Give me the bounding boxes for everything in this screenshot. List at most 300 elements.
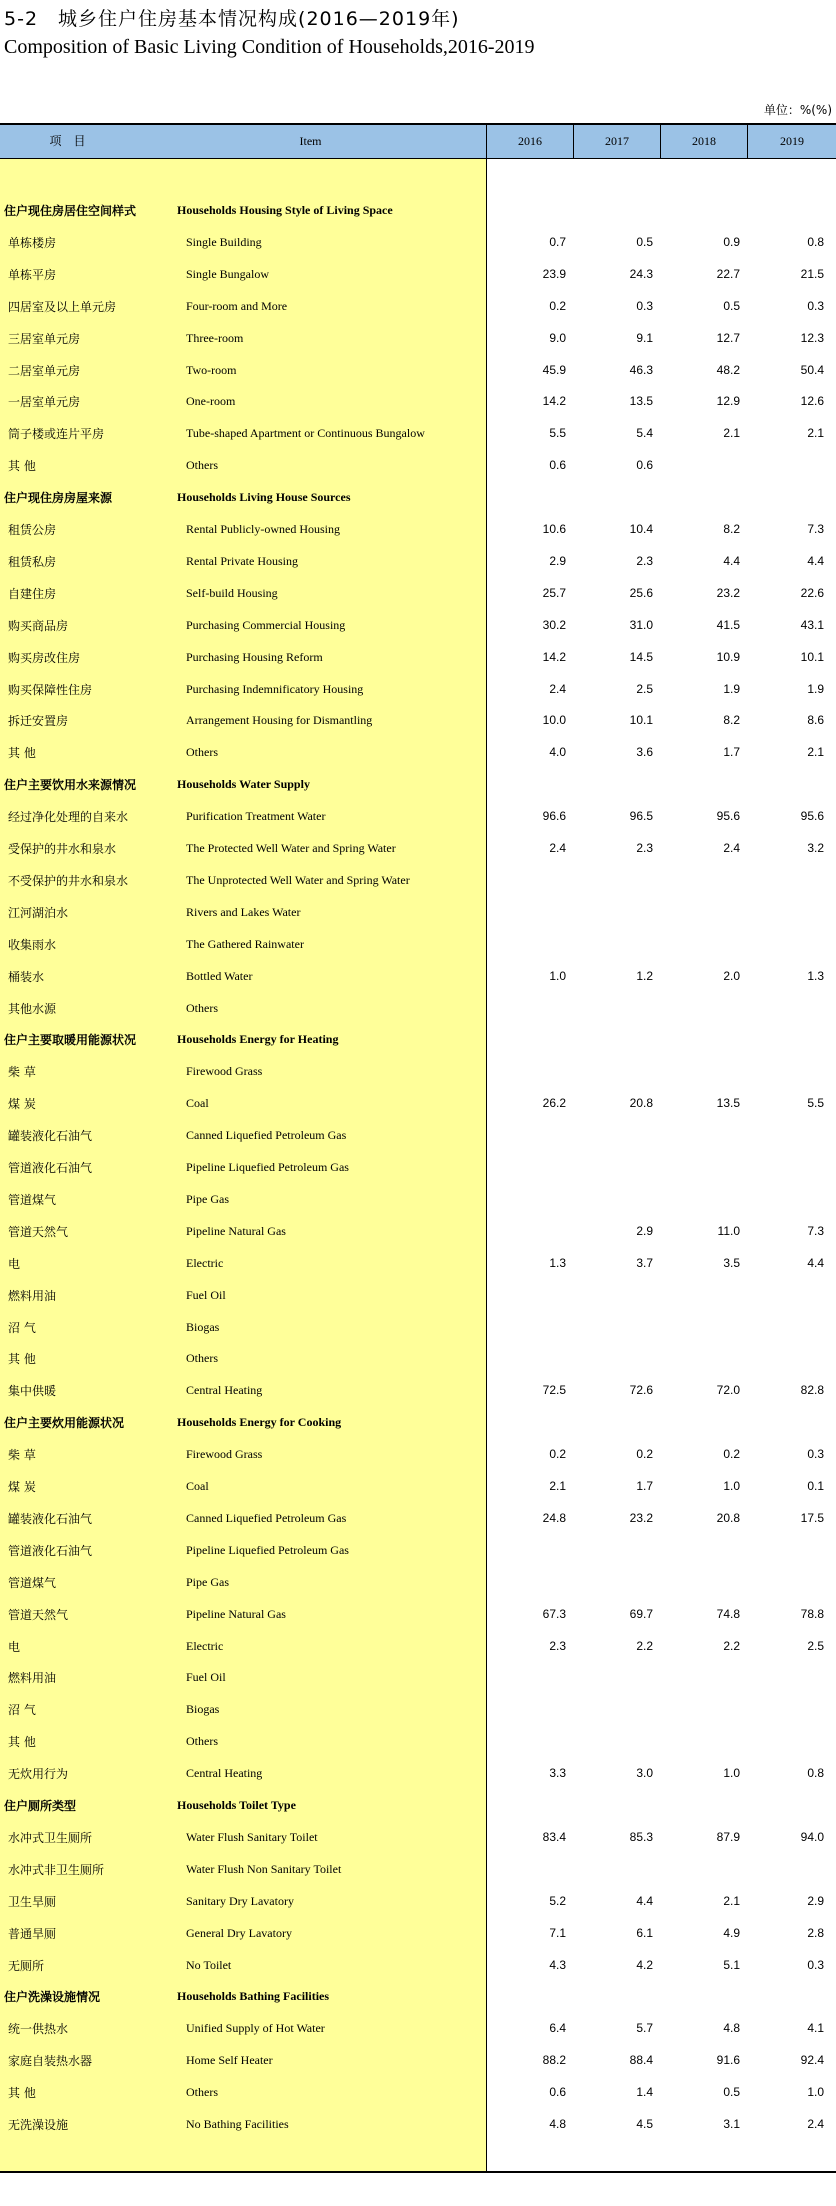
row-label-en: Biogas xyxy=(186,1702,220,1717)
row-label-en: Single Bungalow xyxy=(186,266,269,281)
row-label-en: Households Living House Sources xyxy=(177,490,351,505)
table-bottom-border xyxy=(0,2171,836,2173)
table-row xyxy=(0,1343,836,1375)
value-2018: 2.1 xyxy=(723,1893,740,1908)
row-label-en: Canned Liquefied Petroleum Gas xyxy=(186,1510,347,1525)
table-title-english: Composition of Basic Living Condition of Households,2016-2019 xyxy=(4,36,535,58)
table-row xyxy=(0,1280,836,1312)
value-2018: 95.6 xyxy=(716,809,740,824)
row-label-cn: 柴 草 xyxy=(8,1065,36,1080)
row-label-cn: 住户现住房房屋来源 xyxy=(4,491,113,506)
table-row xyxy=(0,1854,836,1886)
row-label-en: One-room xyxy=(186,394,236,409)
value-2019: 2.8 xyxy=(807,1925,824,1940)
row-label-cn: 其 他 xyxy=(8,2086,36,2101)
value-2018: 23.2 xyxy=(716,585,740,600)
row-label-en: Self-build Housing xyxy=(186,585,278,600)
table-row xyxy=(0,1599,836,1631)
table-row xyxy=(0,1184,836,1216)
value-2017: 85.3 xyxy=(629,1829,653,1844)
row-label-en: The Protected Well Water and Spring Water xyxy=(186,841,396,855)
value-2018: 87.9 xyxy=(716,1829,740,1844)
value-2017: 2.2 xyxy=(636,1638,653,1653)
value-2018: 12.9 xyxy=(716,394,740,409)
row-label-en: Firewood Grass xyxy=(186,1064,263,1079)
row-label-cn: 住户主要饮用水来源情况 xyxy=(4,778,137,793)
row-label-cn: 桶装水 xyxy=(8,969,45,984)
table-row xyxy=(0,1535,836,1567)
table-row xyxy=(0,737,836,769)
value-2017: 4.2 xyxy=(636,1957,653,1972)
value-2017: 10.1 xyxy=(629,713,653,728)
value-2016: 0.2 xyxy=(549,1447,566,1462)
row-label-cn: 受保护的井水和泉水 xyxy=(8,842,117,856)
value-2018: 2.0 xyxy=(723,968,740,983)
value-2019: 0.1 xyxy=(807,1479,824,1493)
row-label-en: Central Heating xyxy=(186,1383,263,1398)
value-2017: 69.7 xyxy=(629,1606,653,1621)
value-2016: 0.2 xyxy=(549,298,566,313)
row-label-cn: 住户洗澡设施情况 xyxy=(4,1990,101,2005)
header-year-2018: 2018 xyxy=(661,125,748,158)
value-2017: 72.6 xyxy=(629,1383,653,1398)
row-label-cn: 集中供暖 xyxy=(8,1384,57,1399)
table-header xyxy=(0,125,836,159)
value-2018: 0.5 xyxy=(723,298,740,313)
row-label-en: Electric xyxy=(186,1638,224,1653)
row-label-cn: 住户厕所类型 xyxy=(4,1799,77,1813)
table-row xyxy=(0,1726,836,1758)
value-2019: 94.0 xyxy=(800,1829,824,1844)
value-2018: 2.2 xyxy=(723,1638,740,1653)
table-row xyxy=(0,1312,836,1344)
row-label-cn: 住户主要取暖用能源状况 xyxy=(4,1033,137,1048)
table-row xyxy=(0,578,836,610)
row-label-en: Coal xyxy=(186,1479,209,1493)
table-row xyxy=(0,1758,836,1790)
row-label-en: Central Heating xyxy=(186,1766,263,1781)
table-row xyxy=(0,1567,836,1599)
row-label-en: Four-room and More xyxy=(186,298,288,313)
row-label-cn: 自建住房 xyxy=(8,586,57,601)
value-2019: 21.5 xyxy=(800,266,824,281)
value-2019: 2.9 xyxy=(807,1893,824,1908)
header-year-2017: 2017 xyxy=(574,125,661,158)
value-2017: 2.3 xyxy=(636,553,653,568)
value-2016: 4.0 xyxy=(549,745,566,760)
value-2016: 0.6 xyxy=(549,2085,566,2100)
value-2018: 5.1 xyxy=(723,1957,740,1972)
value-2017: 14.5 xyxy=(629,649,653,664)
value-2019: 0.3 xyxy=(807,1957,824,1972)
value-2019: 0.8 xyxy=(807,234,824,249)
value-2016: 14.2 xyxy=(542,394,566,409)
value-2016: 67.3 xyxy=(542,1606,566,1621)
table-row xyxy=(0,1503,836,1535)
value-2016: 0.7 xyxy=(549,234,566,249)
value-2017: 13.5 xyxy=(629,394,653,409)
table-row xyxy=(0,514,836,546)
row-label-en: Others xyxy=(186,1734,218,1749)
value-2017: 4.4 xyxy=(636,1893,653,1908)
row-label-cn: 罐装液化石油气 xyxy=(8,1511,93,1526)
row-label-en: Coal xyxy=(186,1096,209,1111)
value-2019: 4.1 xyxy=(807,2021,824,2036)
row-label-en: Others xyxy=(186,745,218,760)
value-2019: 0.8 xyxy=(807,1766,824,1781)
row-label-cn: 管道煤气 xyxy=(8,1575,57,1590)
table-row xyxy=(0,1822,836,1854)
row-label-en: Purchasing Housing Reform xyxy=(186,649,323,664)
value-2016: 26.2 xyxy=(542,1096,566,1111)
value-2018: 48.2 xyxy=(716,362,740,377)
value-2017: 96.5 xyxy=(629,809,653,824)
value-2017: 2.5 xyxy=(636,681,653,696)
row-label-en: Others xyxy=(186,1351,218,1366)
table-row xyxy=(0,1056,836,1088)
row-label-en: The Unprotected Well Water and Spring Water xyxy=(186,872,410,887)
table-row xyxy=(0,1120,836,1152)
value-2017: 25.6 xyxy=(629,585,653,600)
value-2016: 24.8 xyxy=(542,1510,566,1525)
table-row xyxy=(0,291,836,323)
header-year-2019: 2019 xyxy=(780,134,804,148)
table-row xyxy=(0,865,836,897)
value-2016: 30.2 xyxy=(542,617,566,632)
value-2017: 5.4 xyxy=(636,426,653,441)
row-label-en: Households Energy for Heating xyxy=(177,1032,339,1047)
row-label-cn: 住户现住房居住空间样式 xyxy=(4,204,137,218)
value-2019: 5.5 xyxy=(807,1096,824,1111)
row-label-cn: 购买保障性住房 xyxy=(8,682,93,697)
table-title-chinese: 5-2 城乡住户住房基本情况构成(2016—2019年) xyxy=(4,8,460,30)
row-label-en: Three-room xyxy=(186,330,244,345)
row-label-cn: 其他水源 xyxy=(8,1001,57,1016)
row-label-cn: 经过净化处理的自来水 xyxy=(8,810,129,825)
table-row xyxy=(0,355,836,387)
row-label-cn: 管道天然气 xyxy=(8,1224,69,1239)
value-2017: 24.3 xyxy=(629,266,653,281)
row-label-en: Pipe Gas xyxy=(186,1574,229,1589)
value-2018: 0.2 xyxy=(723,1447,740,1462)
value-2018: 41.5 xyxy=(716,617,740,632)
value-2016: 2.9 xyxy=(549,553,566,568)
value-2017: 46.3 xyxy=(629,362,653,377)
row-label-cn: 燃料用油 xyxy=(8,1288,57,1303)
value-2019: 0.3 xyxy=(807,1447,824,1462)
value-2017: 0.6 xyxy=(636,458,653,473)
value-2019: 2.1 xyxy=(807,426,824,441)
row-label-cn: 普通旱厕 xyxy=(8,1926,57,1941)
table-row xyxy=(0,1631,836,1663)
header-item-en: Item xyxy=(135,125,487,158)
value-2016: 45.9 xyxy=(542,362,566,377)
table-row xyxy=(0,2013,836,2045)
value-2018: 72.0 xyxy=(716,1383,740,1398)
row-label-cn: 沼 气 xyxy=(8,1703,36,1718)
section-row xyxy=(0,1981,836,2013)
value-2019: 1.9 xyxy=(807,681,824,696)
value-2016: 96.6 xyxy=(542,809,566,824)
value-2016: 6.4 xyxy=(549,2021,566,2036)
row-label-en: Households Bathing Facilities xyxy=(177,1989,330,2004)
row-label-en: Home Self Heater xyxy=(186,2053,273,2068)
row-label-en: The Gathered Rainwater xyxy=(186,936,304,951)
value-2017: 2.3 xyxy=(636,841,653,855)
row-label-cn: 其 他 xyxy=(8,459,36,474)
row-label-en: Water Flush Non Sanitary Toilet xyxy=(186,1861,342,1876)
row-label-cn: 收集雨水 xyxy=(8,937,57,952)
value-2019: 12.6 xyxy=(800,394,824,409)
row-label-en: Households Housing Style of Living Space xyxy=(177,203,393,217)
row-label-en: Purification Treatment Water xyxy=(186,809,326,824)
row-label-en: Pipe Gas xyxy=(186,1191,229,1206)
row-label-en: No Bathing Facilities xyxy=(186,2117,289,2131)
value-2017: 20.8 xyxy=(629,1096,653,1111)
value-2017: 0.2 xyxy=(636,1447,653,1462)
value-2016: 10.0 xyxy=(542,713,566,728)
row-label-en: Fuel Oil xyxy=(186,1670,226,1685)
value-2018: 13.5 xyxy=(716,1096,740,1111)
value-2019: 95.6 xyxy=(800,809,824,824)
row-label-cn: 购买商品房 xyxy=(8,618,69,633)
table-row xyxy=(0,2109,836,2141)
table-row xyxy=(0,227,836,259)
table-row xyxy=(0,705,836,737)
row-label-en: Electric xyxy=(186,1255,224,1270)
value-2019: 4.4 xyxy=(807,1255,824,1270)
table-row xyxy=(0,418,836,450)
row-label-en: Rental Publicly-owned Housing xyxy=(186,522,340,536)
row-label-cn: 其 他 xyxy=(8,746,36,761)
value-2017: 5.7 xyxy=(636,2021,653,2036)
row-label-en: Pipeline Liquefied Petroleum Gas xyxy=(186,1160,349,1174)
value-2018: 1.9 xyxy=(723,681,740,696)
row-label-en: Firewood Grass xyxy=(186,1447,263,1462)
value-2018: 4.9 xyxy=(723,1925,740,1940)
table-row xyxy=(0,259,836,291)
table-row xyxy=(0,2045,836,2077)
value-2019: 3.2 xyxy=(807,841,824,855)
section-row xyxy=(0,1790,836,1822)
row-label-cn: 二居室单元房 xyxy=(8,363,81,378)
row-label-cn: 管道液化石油气 xyxy=(8,1161,93,1175)
value-2016: 4.3 xyxy=(549,1957,566,1972)
row-label-cn: 三居室单元房 xyxy=(8,331,81,346)
value-2019: 4.4 xyxy=(807,553,824,568)
value-2017: 4.5 xyxy=(636,2117,653,2131)
value-2019: 2.1 xyxy=(807,745,824,760)
value-2017: 3.6 xyxy=(636,745,653,760)
value-2018: 20.8 xyxy=(716,1510,740,1525)
value-2016: 4.8 xyxy=(549,2117,566,2131)
row-label-cn: 江河湖泊水 xyxy=(8,905,69,920)
row-label-cn: 沼 气 xyxy=(8,1320,36,1335)
value-2017: 0.5 xyxy=(636,234,653,249)
value-2016: 5.5 xyxy=(549,426,566,441)
value-2018: 0.9 xyxy=(723,234,740,249)
value-2017: 3.0 xyxy=(636,1766,653,1781)
table-row xyxy=(0,1918,836,1950)
value-2018: 4.4 xyxy=(723,553,740,568)
value-2018: 3.5 xyxy=(723,1255,740,1270)
row-label-cn: 管道煤气 xyxy=(8,1192,57,1207)
value-2018: 4.8 xyxy=(723,2021,740,2036)
table-row xyxy=(0,1950,836,1982)
row-label-cn: 电 xyxy=(8,1639,21,1654)
section-row xyxy=(0,195,836,227)
row-label-cn: 家庭自装热水器 xyxy=(8,2054,93,2069)
value-2019: 82.8 xyxy=(800,1383,824,1398)
table-row xyxy=(0,993,836,1025)
value-2017: 31.0 xyxy=(629,617,653,632)
row-label-cn: 租赁私房 xyxy=(8,554,57,569)
row-label-cn: 管道天然气 xyxy=(8,1607,69,1622)
row-label-cn: 单栋平房 xyxy=(8,267,57,282)
row-label-cn: 其 他 xyxy=(8,1352,36,1367)
table-row xyxy=(0,1694,836,1726)
value-2016: 2.4 xyxy=(549,841,566,855)
row-label-cn: 拆迁安置房 xyxy=(8,714,69,729)
value-2016: 9.0 xyxy=(549,330,566,345)
value-2019: 17.5 xyxy=(800,1510,824,1525)
row-label-en: Biogas xyxy=(186,1319,220,1334)
row-label-en: Water Flush Sanitary Toilet xyxy=(186,1829,318,1844)
value-2019: 0.3 xyxy=(807,298,824,313)
value-2018: 1.0 xyxy=(723,1766,740,1781)
row-label-cn: 煤 炭 xyxy=(8,1480,36,1494)
value-2018: 74.8 xyxy=(716,1606,740,1621)
value-2019: 78.8 xyxy=(800,1606,824,1621)
row-label-en: Single Building xyxy=(186,234,262,249)
value-2017: 6.1 xyxy=(636,1925,653,1940)
value-2018: 8.2 xyxy=(723,522,740,536)
row-label-en: Others xyxy=(186,458,218,473)
value-2017: 1.4 xyxy=(636,2085,653,2100)
value-2016: 23.9 xyxy=(542,266,566,281)
value-2017: 23.2 xyxy=(629,1510,653,1525)
table-row xyxy=(0,1471,836,1503)
value-2019: 2.5 xyxy=(807,1638,824,1653)
unit-label: 单位：%(%) xyxy=(763,103,832,117)
value-2019: 1.0 xyxy=(807,2085,824,2100)
table-row xyxy=(0,450,836,482)
value-2019: 12.3 xyxy=(800,330,824,345)
value-2017: 3.7 xyxy=(636,1255,653,1270)
row-label-en: Sanitary Dry Lavatory xyxy=(186,1893,294,1908)
value-2018: 8.2 xyxy=(723,713,740,728)
row-label-en: Two-room xyxy=(186,362,237,377)
row-label-en: Rivers and Lakes Water xyxy=(186,904,301,919)
row-label-cn: 煤 炭 xyxy=(8,1097,36,1112)
row-label-cn: 无洗澡设施 xyxy=(8,2118,69,2132)
section-row xyxy=(0,1024,836,1056)
value-2017: 9.1 xyxy=(636,330,653,345)
value-2017: 2.9 xyxy=(636,1223,653,1238)
table-row xyxy=(0,1248,836,1280)
value-2019: 22.6 xyxy=(800,585,824,600)
value-2018: 12.7 xyxy=(716,330,740,345)
value-2019: 2.4 xyxy=(807,2117,824,2131)
row-label-en: Bottled Water xyxy=(186,968,253,983)
value-2016: 25.7 xyxy=(542,585,566,600)
row-label-cn: 统一供热水 xyxy=(8,2022,69,2037)
table-row xyxy=(0,642,836,674)
value-2019: 43.1 xyxy=(800,617,824,632)
value-2019: 7.3 xyxy=(807,1223,824,1238)
table-row xyxy=(0,610,836,642)
row-label-cn: 柴 草 xyxy=(8,1448,36,1463)
row-label-cn: 购买房改住房 xyxy=(8,650,81,665)
row-label-cn: 无厕所 xyxy=(8,1958,45,1973)
value-2019: 10.1 xyxy=(800,649,824,664)
header-item-cn: 项 目 xyxy=(49,134,86,148)
table-row xyxy=(0,1216,836,1248)
table-row xyxy=(0,833,836,865)
row-label-cn: 其 他 xyxy=(8,1735,36,1750)
row-label-cn: 一居室单元房 xyxy=(8,395,81,410)
value-2016: 72.5 xyxy=(542,1383,566,1398)
value-2018: 2.1 xyxy=(723,426,740,441)
value-2016: 5.2 xyxy=(549,1893,566,1908)
table-row xyxy=(0,897,836,929)
row-label-en: No Toilet xyxy=(186,1957,232,1972)
table-row xyxy=(0,674,836,706)
value-2017: 1.2 xyxy=(636,968,653,983)
value-2016: 7.1 xyxy=(549,1925,566,1940)
table-row xyxy=(0,546,836,578)
value-2016: 2.3 xyxy=(549,1638,566,1653)
row-label-en: Pipeline Liquefied Petroleum Gas xyxy=(186,1542,349,1557)
header-year-2016: 2016 xyxy=(487,125,574,158)
table-row xyxy=(0,1439,836,1471)
value-2017: 88.4 xyxy=(629,2053,653,2068)
row-label-cn: 水冲式非卫生厕所 xyxy=(8,1862,105,1877)
value-2019: 92.4 xyxy=(800,2053,824,2068)
row-label-en: Others xyxy=(186,2085,218,2100)
row-label-en: Rental Private Housing xyxy=(186,553,298,568)
value-2018: 91.6 xyxy=(716,2053,740,2068)
row-label-cn: 筒子楼或连片平房 xyxy=(8,427,105,442)
table-row xyxy=(0,1662,836,1694)
value-2018: 11.0 xyxy=(717,1223,740,1238)
row-label-en: Fuel Oil xyxy=(186,1287,226,1302)
row-label-en: Pipeline Natural Gas xyxy=(186,1223,286,1238)
section-row xyxy=(0,482,836,514)
row-label-en: Arrangement Housing for Dismantling xyxy=(186,713,373,728)
section-row xyxy=(0,1407,836,1439)
value-2017: 0.3 xyxy=(636,298,653,313)
table-row xyxy=(0,1152,836,1184)
value-2016: 88.2 xyxy=(542,2053,566,2068)
value-2016: 0.6 xyxy=(549,458,566,473)
value-2019: 50.4 xyxy=(800,362,824,377)
value-2016: 10.6 xyxy=(542,522,566,536)
value-2016: 14.2 xyxy=(542,649,566,664)
row-label-en: Households Toilet Type xyxy=(177,1798,296,1812)
value-2019: 7.3 xyxy=(807,522,824,536)
value-2017: 10.4 xyxy=(629,522,653,536)
table-row xyxy=(0,323,836,355)
value-2018: 22.7 xyxy=(716,266,740,281)
row-label-cn: 卫生旱厕 xyxy=(8,1894,57,1909)
table-row xyxy=(0,801,836,833)
row-label-cn: 燃料用油 xyxy=(8,1671,57,1686)
row-label-cn: 单栋楼房 xyxy=(8,235,57,250)
table-row xyxy=(0,929,836,961)
value-2017: 1.7 xyxy=(636,1479,653,1493)
table-row xyxy=(0,1886,836,1918)
